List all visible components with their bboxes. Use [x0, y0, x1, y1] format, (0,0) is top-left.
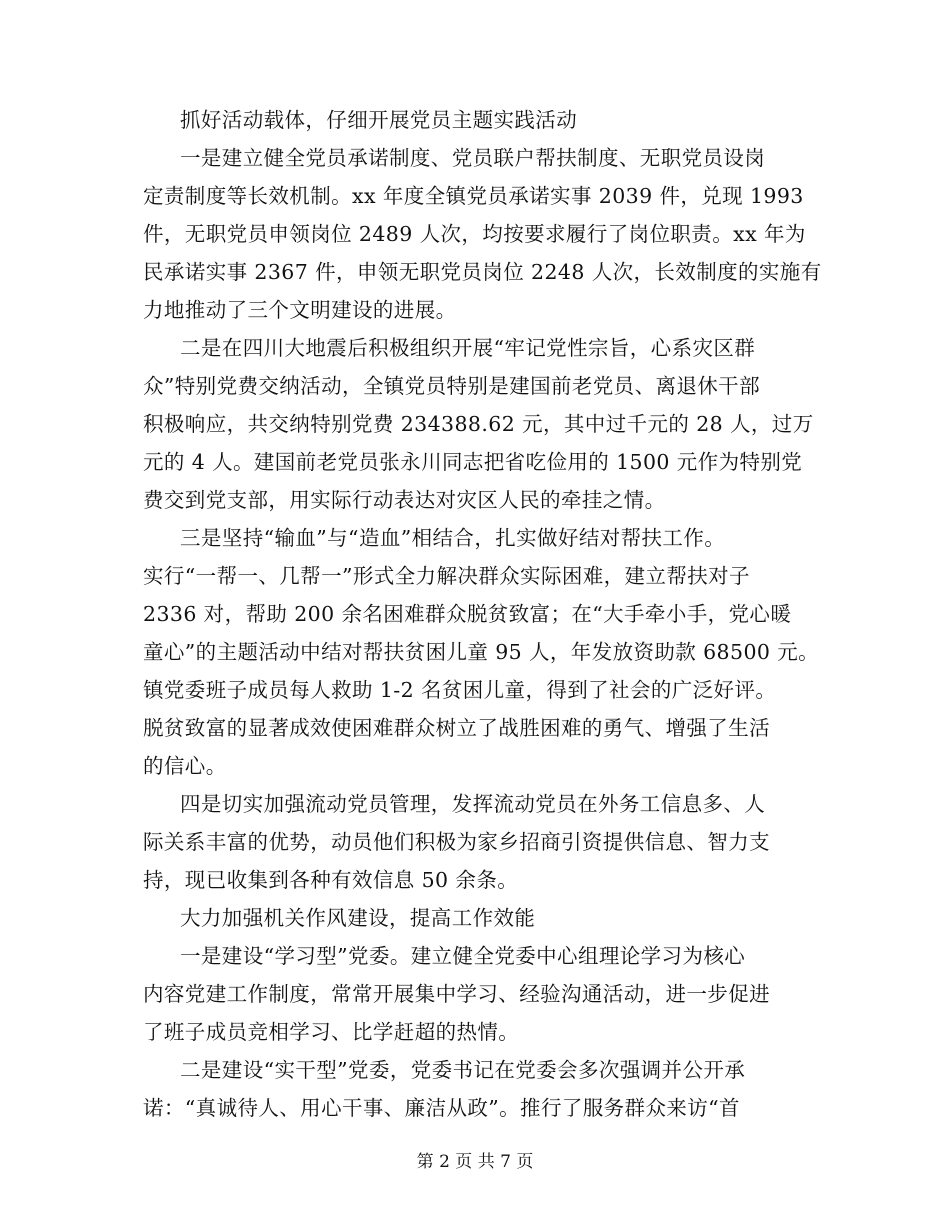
paragraph-line: 件，无职党员申领岗位 2489 人次，均按要求履行了岗位职责。xx 年为: [143, 222, 806, 246]
paragraph-line: 了班子成员竞相学习、比学赶超的热情。: [143, 1020, 520, 1044]
paragraph-line: 际关系丰富的优势，动员他们积极为家乡招商引资提供信息、智力支: [143, 830, 770, 854]
paragraph-line: 民承诺实事 2367 件，申领无职党员岗位 2248 人次，长效制度的实施有: [143, 260, 822, 284]
paragraph-line: 积极响应，共交纳特别党费 234388.62 元，其中过千元的 28 人，过万: [143, 412, 814, 436]
section-heading: 大力加强机关作风建设，提高工作效能: [180, 906, 536, 930]
paragraph-line: 2336 对，帮助 200 余名困难群众脱贫致富；在“大手牵小手，党心暖: [143, 602, 792, 626]
paragraph-line: 三是坚持“输血”与“造血”相结合，扎实做好结对帮扶工作。: [180, 526, 726, 550]
paragraph-line: 的信心。: [143, 754, 227, 778]
page-number-footer: 第 2 页 共 7 页: [416, 1152, 534, 1172]
paragraph-line: 费交到党支部，用实际行动表达对灾区人民的牵挂之情。: [143, 488, 666, 512]
paragraph-line: 众”特别党费交纳活动，全镇党员特别是建国前老党员、离退休干部: [143, 374, 760, 398]
paragraph-line: 力地推动了三个文明建设的进展。: [143, 298, 457, 322]
paragraph-line: 一是建设“学习型”党委。建立健全党委中心组理论学习为核心: [180, 944, 746, 968]
paragraph-line: 内容党建工作制度，常常开展集中学习、经验沟通活动，进一步促进: [143, 982, 770, 1006]
paragraph-line: 二是在四川大地震后积极组织开展“牢记党性宗旨，心系灾区群: [180, 336, 756, 360]
paragraph-line: 诺：“真诚待人、用心干事、廉洁从政”。推行了服务群众来访“首: [143, 1096, 740, 1120]
paragraph-line: 童心”的主题活动中结对帮扶贫困儿童 95 人，年发放资助款 68500 元。: [143, 640, 820, 664]
paragraph-line: 实行“一帮一、几帮一”形式全力解决群众实际困难，建立帮扶对子: [143, 564, 750, 588]
paragraph-line: 元的 4 人。建国前老党员张永川同志把省吃俭用的 1500 元作为特别党: [143, 450, 803, 474]
paragraph-line: 镇党委班子成员每人救助 1-2 名贫困儿童，得到了社会的广泛好评。: [143, 678, 777, 702]
paragraph-line: 持，现已收集到各种有效信息 50 余条。: [143, 868, 519, 892]
paragraph-line: 二是建设“实干型”党委，党委书记在党委会多次强调并公开承: [180, 1058, 746, 1082]
paragraph-line: 脱贫致富的显著成效使困难群众树立了战胜困难的勇气、增强了生活: [143, 716, 770, 740]
paragraph-line: 四是切实加强流动党员管理，发挥流动党员在外务工信息多、人: [180, 792, 766, 816]
section-heading: 抓好活动载体，仔细开展党员主题实践活动: [180, 108, 578, 132]
paragraph-line: 定责制度等长效机制。xx 年度全镇党员承诺实事 2039 件，兑现 1993: [143, 184, 804, 208]
paragraph-line: 一是建立健全党员承诺制度、党员联户帮扶制度、无职党员设岗: [180, 146, 766, 170]
